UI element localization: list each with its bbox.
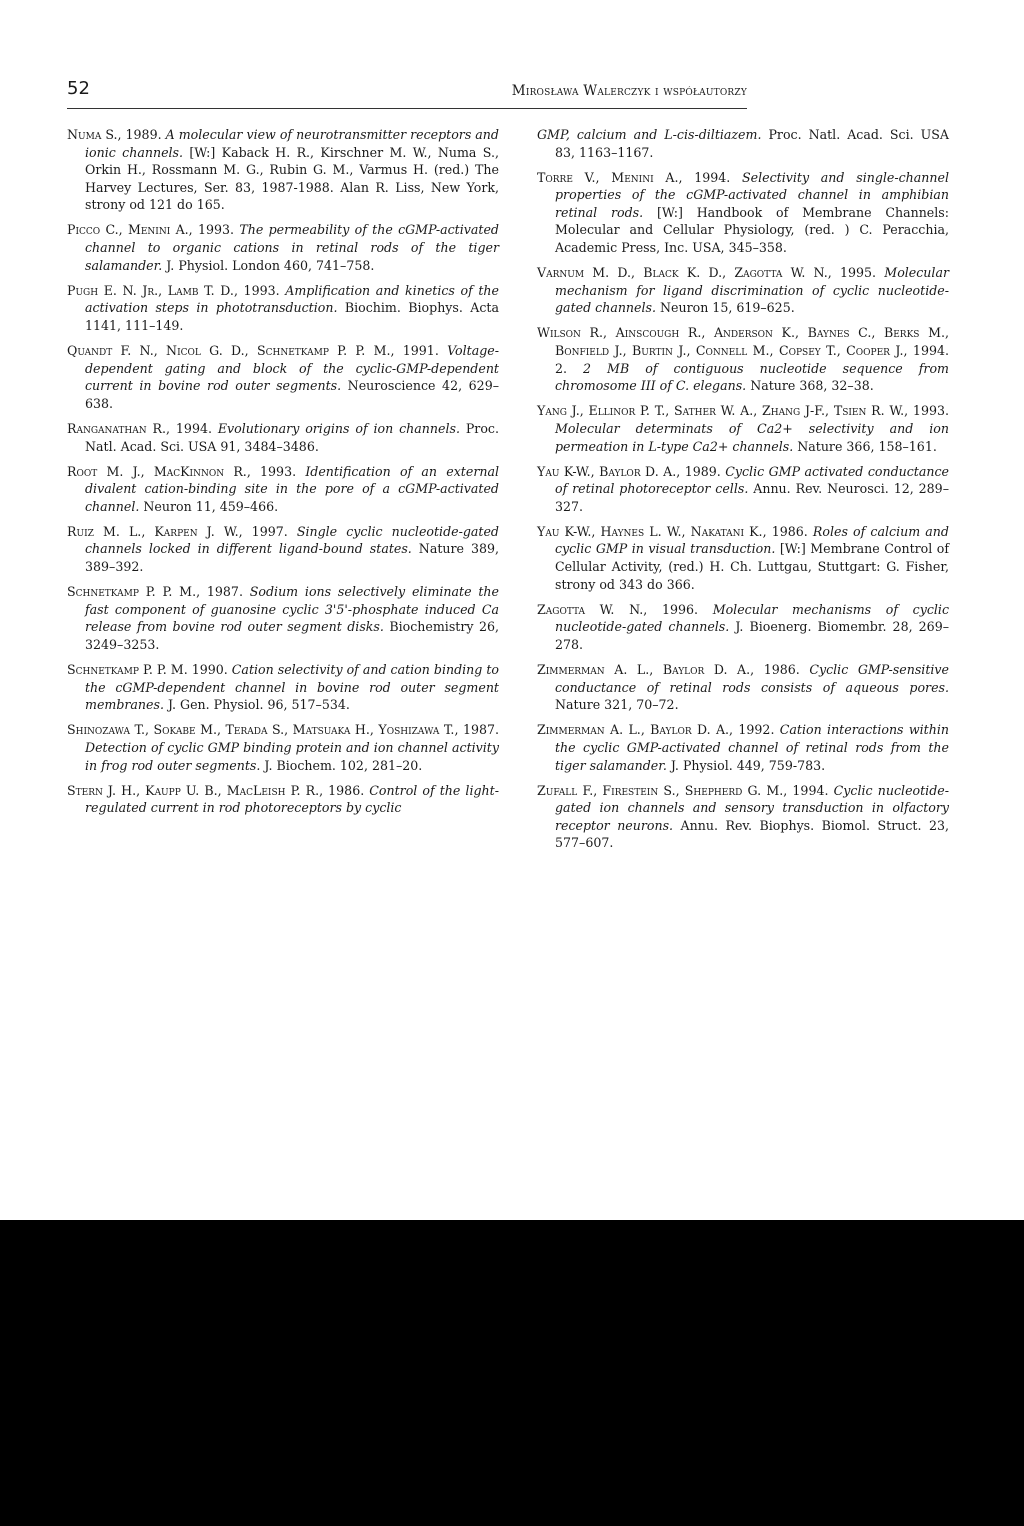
reference-source: Proc. Natl. Acad. Sci. USA 91, 3484–3486. xyxy=(85,420,499,454)
reference-source: [W:] Kaback H. R., Kirschner M. W., Numa S., Orkin H., Rossmann M. G., Rubin G. M., Varmus H. (red.) The Harvey Lectures, Ser. 83, 1987-1988. Alan R. Liss, New York, strony od 121 do 165. xyxy=(85,144,499,213)
reference-entry xyxy=(537,324,949,394)
reference-entry xyxy=(537,782,949,852)
reference-source: Biochim. Biophys. Acta 1141, 111–149. xyxy=(85,300,499,333)
reference-year: , 1995. xyxy=(827,265,885,281)
reference-source: [W:] Handbook of Membrane Channels: Molecular and Cellular Physiology, (red. ) C. Peracchia, Academic Press, Inc. USA, 345–358. xyxy=(555,204,949,256)
reference-source: Nature 366, 158–161. xyxy=(793,438,937,454)
reference-year: , 1987. xyxy=(454,722,500,738)
reference-authors: Numa S. xyxy=(67,127,118,142)
reference-entry xyxy=(67,782,499,817)
reference-title: Detection of cyclic GMP binding protein and ion channel activity in frog rod outer segments. xyxy=(85,739,499,773)
reference-title: Cyclic GMP activated conductance of retinal photoreceptor cells. xyxy=(555,463,949,497)
reference-entry xyxy=(67,342,499,412)
reference-source: Annu. Rev. Neurosci. 12, 289–327. xyxy=(555,481,949,514)
reference-entry xyxy=(67,721,499,774)
reference-year: , 1991. xyxy=(390,343,448,359)
reference-title: Molecular mechanisms of cyclic nucleotide-gated channels. xyxy=(555,601,949,635)
reference-year: 1990. xyxy=(187,662,232,678)
reference-entry xyxy=(67,126,499,214)
reference-entry xyxy=(537,721,949,774)
reference-authors: Zufall F., Firestein S., Shepherd G. M. xyxy=(537,782,784,798)
reference-year: , 1986. xyxy=(319,782,370,798)
reference-year: , 1994. 2. xyxy=(555,343,949,376)
reference-year: , 1994. xyxy=(678,169,743,185)
reference-entry xyxy=(67,463,499,516)
reference-title: Selectivity and single-channel properties of the cGMP-activated channel in amphibian retinal rods. xyxy=(555,169,950,220)
reference-authors: Yau K-W., Haynes L. W., Nakatani K. xyxy=(537,523,763,539)
reference-authors: Root M. J., MacKinnon R. xyxy=(67,463,247,479)
reference-source: Nature 389, 389–392. xyxy=(85,541,499,575)
reference-source: Nature 321, 70–72. xyxy=(555,697,679,713)
reference-title: Evolutionary origins of ion channels. xyxy=(217,420,460,436)
reference-title: Identification of an external divalent cation-binding site in the pore of a cGMP-activated channel. xyxy=(85,463,499,514)
reference-entry xyxy=(537,661,949,714)
reference-title: Single cyclic nucleotide-gated channels locked in different ligand-bound states. xyxy=(85,523,499,557)
reference-authors: Zagotta W. N. xyxy=(537,601,644,617)
reference-source: Nature 368, 32–38. xyxy=(746,378,874,394)
reference-source: J. Biochem. 102, 281–20. xyxy=(260,757,423,773)
reference-year: , 1997. xyxy=(238,523,297,539)
reference-title: Cation selectivity of and cation binding to the cGMP-dependent channel in bovine rod outer segment membranes. xyxy=(85,662,499,713)
reference-authors: Yang J., Ellinor P. T., Sather W. A., Zhang J-F., Tsien R. W. xyxy=(537,403,905,419)
reference-source: [W:] Membrane Control of Cellular Activity, (red.) H. Ch. Luttgau, Stuttgart: G. Fisher, strony od 343 do 366. xyxy=(555,541,950,592)
reference-year: , 1987. xyxy=(196,584,250,600)
reference-authors: Stern J. H., Kaupp U. B., MacLeish P. R. xyxy=(67,782,320,798)
reference-entry xyxy=(67,282,499,335)
reference-entry xyxy=(537,523,949,593)
references-column-right xyxy=(537,126,949,859)
reference-source: J. Gen. Physiol. 96, 517–534. xyxy=(163,697,350,713)
reference-entry xyxy=(67,661,499,714)
reference-entry xyxy=(537,601,949,654)
reference-title: Control of the light-regulated current in rod photoreceptors by cyclic xyxy=(85,782,499,816)
reference-title: Molecular mechanism for ligand discrimination of cyclic nucleotide-gated channels. xyxy=(555,265,949,316)
reference-year: , 1993. xyxy=(233,282,286,298)
reference-title: The permeability of the cGMP-activated channel to organic cations in retinal rods of the tiger salamander. xyxy=(85,222,499,273)
reference-authors: Pugh E. N. Jr., Lamb T. D. xyxy=(67,282,234,298)
reference-year: , 1994. xyxy=(783,782,834,798)
reference-year: , 1992. xyxy=(729,722,780,738)
running-head: Mirosława Walerczyk i współautorzy xyxy=(511,83,747,99)
reference-year: , 1996. xyxy=(643,601,713,617)
reference-entry xyxy=(67,523,499,576)
page-header xyxy=(67,78,747,109)
reference-authors: Zimmerman A. L., Baylor D. A. xyxy=(537,722,730,738)
references-column-left xyxy=(67,126,499,824)
reference-title: Sodium ions selectively eliminate the fast component of guanosine cyclic 3'5'-phosphate induced Ca release from bovine rod outer segment disks. xyxy=(85,584,499,635)
page-number: 52 xyxy=(67,78,90,99)
reference-title: GMP, calcium and L-cis-diltiazem. xyxy=(537,127,762,142)
reference-source: J. Bioenerg. Biomembr. 28, 269–278. xyxy=(555,619,950,652)
reference-source: Proc. Natl. Acad. Sci. USA 83, 1163–1167. xyxy=(555,127,949,160)
reference-year: , 1986. xyxy=(750,662,810,678)
reference-source: Biochemistry 26, 3249–3253. xyxy=(85,619,499,652)
reference-source: Neuron 15, 619–625. xyxy=(656,300,795,316)
reference-authors: Schnetkamp P. P. M. xyxy=(67,584,197,600)
reference-authors: Varnum M. D., Black K. D., Zagotta W. N. xyxy=(537,265,828,281)
reference-authors: Wilson R., Ainscough R., Anderson K., Baynes C., Berks M., Bonfield J., Burtin J., Connell M., Copsey T., Cooper J. xyxy=(537,325,949,359)
reference-entry xyxy=(537,463,949,516)
reference-year: , 1989. xyxy=(676,463,726,479)
reference-authors: Ranganathan R. xyxy=(67,420,167,436)
reference-authors: Ruiz M. L., Karpen J. W. xyxy=(67,523,239,539)
reference-title: Voltage-dependent gating and block of the cyclic-GMP-dependent current in bovine rod outer segments. xyxy=(85,343,499,394)
reference-year: , 1986. xyxy=(762,523,813,539)
reference-title: Cation interactions within the cyclic GMP-activated channel of retinal rods from the tiger salamander. xyxy=(555,722,949,773)
reference-entry xyxy=(67,583,499,653)
reference-authors: Torre V., Menini A. xyxy=(537,169,679,185)
reference-source: Neuron 11, 459–466. xyxy=(139,498,279,514)
reference-year: , 1994. xyxy=(166,420,218,436)
reference-year: , 1993. xyxy=(188,222,240,238)
reference-title: Molecular determinats of Ca2+ selectivity and ion permeation in L-type Ca2+ channels. xyxy=(555,420,949,454)
reference-authors: Yau K-W., Baylor D. A. xyxy=(537,463,677,479)
reference-entry xyxy=(67,221,499,274)
reference-year: , 1993. xyxy=(904,403,949,419)
reference-title: 2 MB of contiguous nucleotide sequence from chromosome III of C. elegans. xyxy=(555,360,949,394)
reference-title: Cyclic GMP-sensitive conductance of retinal rods consists of aqueous pores. xyxy=(555,662,949,695)
reference-source: J. Physiol. 449, 759-783. xyxy=(666,757,826,773)
reference-entry xyxy=(537,126,949,161)
reference-source: Annu. Rev. Biophys. Biomol. Struct. 23, 577–607. xyxy=(555,817,950,851)
reference-authors: Picco C., Menini A. xyxy=(67,222,189,238)
reference-title: Roles of calcium and cyclic GMP in visual transduction. xyxy=(555,523,949,557)
reference-authors: Schnetkamp P. P. M. xyxy=(67,662,188,678)
reference-entry xyxy=(537,402,949,455)
reference-source: J. Physiol. London 460, 741–758. xyxy=(162,257,375,273)
reference-authors: Quandt F. N., Nicol G. D., Schnetkamp P. P. M. xyxy=(67,343,391,359)
reference-year: , 1993. xyxy=(246,463,306,479)
reference-year: , 1989. xyxy=(117,127,166,142)
reference-title: A molecular view of neurotransmitter receptors and ionic channels. xyxy=(85,127,499,160)
reference-authors: Zimmerman A. L., Baylor D. A. xyxy=(537,662,751,678)
reference-authors: Shinozawa T., Sokabe M., Terada S., Matsuaka H., Yoshizawa T. xyxy=(67,722,455,738)
reference-entry xyxy=(537,264,949,317)
reference-entry xyxy=(537,169,949,257)
reference-title: Cyclic nucleotide-gated ion channels and sensory transduction in olfactory receptor neurons. xyxy=(555,782,949,833)
reference-entry xyxy=(67,420,499,455)
reference-source: Neuroscience 42, 629–638. xyxy=(85,378,499,411)
reference-title: Amplification and kinetics of the activation steps in phototransduction. xyxy=(85,282,499,316)
